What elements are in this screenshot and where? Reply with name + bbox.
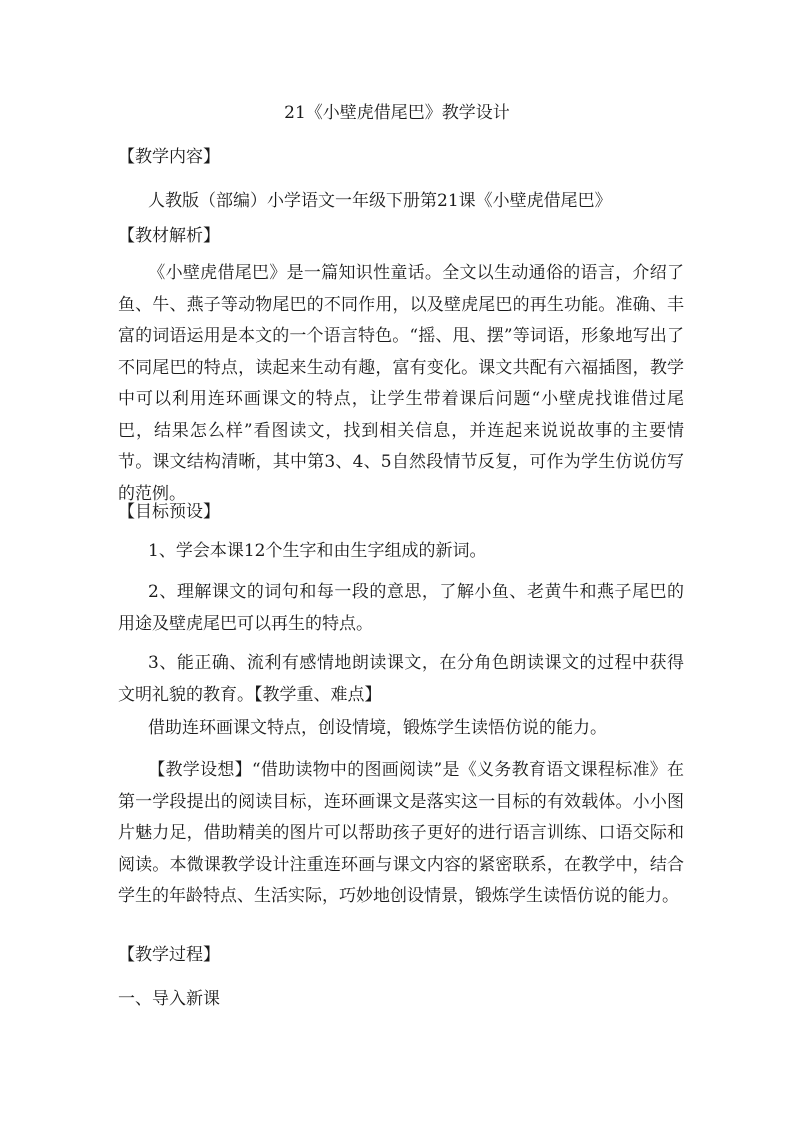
goal-1-paragraph	[118, 536, 684, 568]
teaching-idea-text: “借助读物中的图画阅读”是《义务教育语文课程标准》在第一学段提出的阅读目标，连环画课文是落实这一目标的有效载体。小小图片魅力足，借助精美的图片可以帮助孩子更好的进行语言训练、口语交际和阅读。本微课教学设计注重连环画与课文内容的紧密联系，在教学中，结合学生的年龄特点、生活实际，巧妙地创设情景，锻炼学生读悟仿说的能力。	[118, 760, 684, 906]
material-analysis-text: 《小壁虎借尾巴》是一篇知识性童话。全文以生动通俗的语言，介绍了鱼、牛、燕子等动物尾巴的不同作用，以及壁虎尾巴的再生功能。准确、丰富的词语运用是本文的一个语言特色。“摇、甩、摆”等词语，形象地写出了不同尾巴的特点，读起来生动有趣，富有变化。课文共配有六福插图，教学中可以利用连环画课文的特点，让学生带着课后问题“小壁虎找谁借过尾巴，结果怎么样”看图读文，找到相关信息，并连起来说说故事的主要情节。课文结构清晰，其中第3、4、5自然段情节反复，可作为学生仿说仿写的范例。	[118, 263, 684, 504]
material-analysis-paragraph	[118, 258, 684, 510]
teaching-content-text: 人教版（部编）小学语文一年级下册第21课《小壁虎借尾巴》	[148, 191, 612, 211]
goal-3-text: 3、能正确、流利有感情地朗读课文，在分角色朗读课文的过程中获得文明礼貌的教育。	[118, 653, 684, 705]
goal-2-paragraph	[118, 577, 684, 640]
teaching-idea-heading: 【教学设想】	[148, 760, 252, 780]
key-points-heading: 【教学重、难点】	[254, 684, 382, 705]
document-title: 21《小壁虎借尾巴》教学设计	[284, 103, 510, 123]
step-1-heading: 一、导入新课	[118, 989, 220, 1009]
goal-3-paragraph	[118, 648, 684, 711]
teaching-process-heading: 【教学过程】	[118, 945, 220, 965]
teaching-content-heading: 【教学内容】	[118, 147, 220, 167]
key-points-paragraph	[118, 713, 684, 745]
material-analysis-heading: 【教材解析】	[118, 226, 220, 246]
goal-2-text: 2、理解课文的词句和每一段的意思，了解小鱼、老黄牛和燕子尾巴的用途及壁虎尾巴可以再生的特点。	[118, 582, 684, 634]
goal-1-text: 1、学会本课12个生字和由生字组成的新词。	[148, 541, 487, 561]
goals-heading: 【目标预设】	[118, 502, 220, 522]
teaching-idea-paragraph	[118, 755, 684, 913]
key-points-text: 借助连环画课文特点，创设情境，锻炼学生读悟仿说的能力。	[148, 718, 607, 738]
